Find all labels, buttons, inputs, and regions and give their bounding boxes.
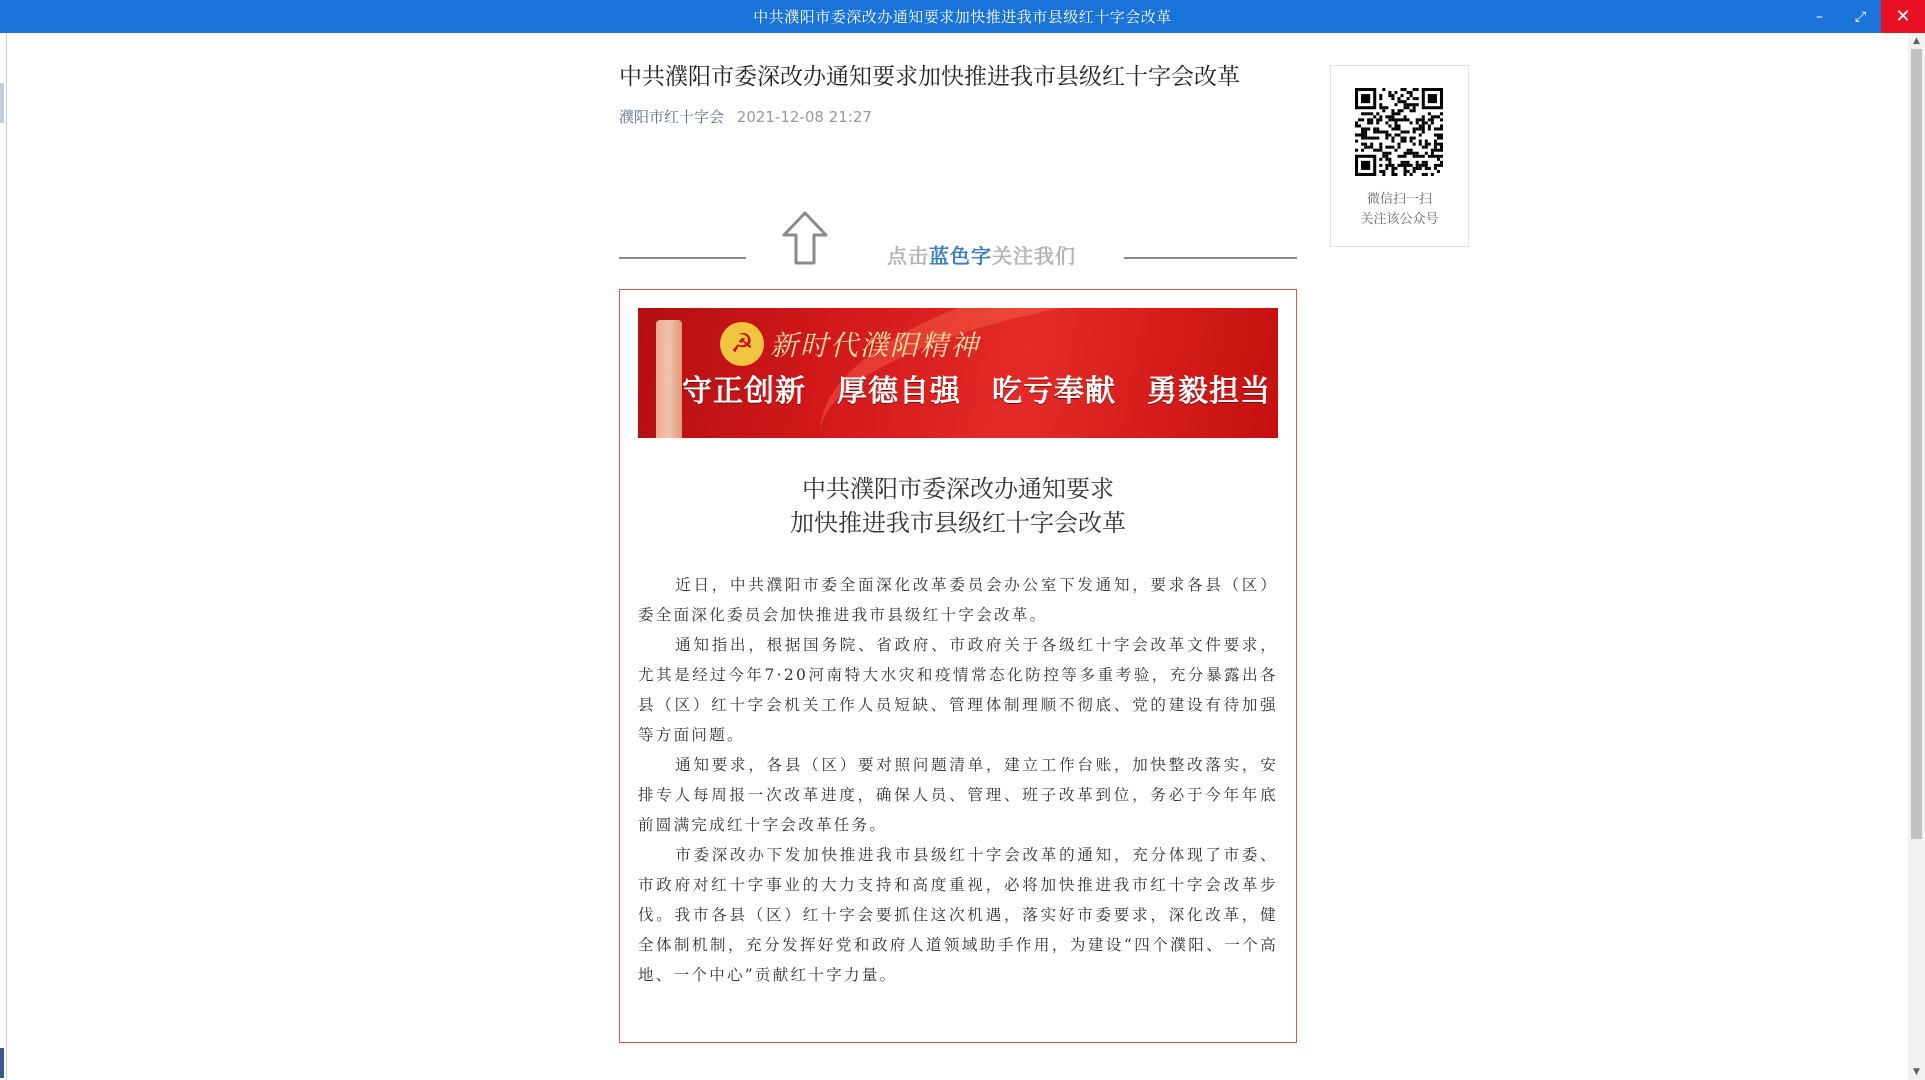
qr-code-icon — [1355, 88, 1443, 176]
divider-left — [619, 257, 746, 259]
article-card — [619, 289, 1297, 1043]
restore-button[interactable]: ⤢ — [1854, 8, 1867, 25]
banner-slogan: 守正创新 厚德自强 吃亏奉献 勇毅担当 — [682, 374, 1271, 409]
minimize-button[interactable]: – — [1816, 8, 1823, 25]
card-title — [620, 472, 1296, 540]
banner-subtitle: 新时代濮阳精神 — [770, 329, 981, 362]
scroll-thumb[interactable] — [1911, 49, 1922, 839]
article-body — [638, 570, 1278, 990]
window-controls — [1799, 0, 1925, 33]
spirit-banner — [638, 308, 1278, 438]
title-bar — [0, 0, 1925, 33]
qr-caption — [1331, 190, 1468, 230]
up-arrow-icon — [780, 210, 830, 266]
huabiao-pillar-icon — [656, 320, 682, 438]
close-button[interactable]: ✕ — [1881, 0, 1925, 33]
party-emblem-icon: ☭ — [720, 322, 764, 366]
publish-date: 2021-12-08 21:27 — [736, 108, 872, 126]
qr-caption-line2: 关注该公众号 — [1360, 212, 1439, 227]
qr-caption-line1: 微信扫一扫 — [1366, 192, 1432, 207]
follow-blue-text: 蓝色字 — [929, 244, 992, 268]
article-header — [619, 60, 1299, 127]
paragraph: 通知指出，根据国务院、省政府、市政府关于各级红十字会改革文件要求，尤其是经过今年7·20河南特大水灾和疫情常态化防控等多重考验，充分暴露出各县（区）红十字会机关工作人员短缺、管理体制理顺不彻底、党的建设有待加强等方面问题。 — [638, 636, 1278, 744]
window-title: 中共濮阳市委深改办通知要求加快推进我市县级红十字会改革 — [753, 8, 1172, 26]
vertical-scrollbar[interactable] — [1908, 33, 1925, 1080]
card-title-line1: 中共濮阳市委深改办通知要求 — [802, 475, 1114, 503]
article-title: 中共濮阳市委深改办通知要求加快推进我市县级红十字会改革 — [619, 64, 1240, 90]
follow-suffix: 关注我们 — [992, 244, 1076, 268]
paragraph: 通知要求，各县（区）要对照问题清单，建立工作台账，加快整改落实，安排专人每周报一次改革进度，确保人员、管理、班子改革到位，务必于今年年底前圆满完成红十字会改革任务。 — [638, 756, 1278, 834]
left-window-edge — [0, 33, 7, 1080]
account-name-link[interactable]: 濮阳市红十字会 — [619, 108, 725, 126]
paragraph: 近日，中共濮阳市委全面深化改革委员会办公室下发通知，要求各县（区）委全面深化委员会加快推进我市县级红十字会改革。 — [638, 576, 1278, 624]
card-title-line2: 加快推进我市县级红十字会改革 — [790, 509, 1126, 537]
scroll-down-arrow-icon[interactable]: ▼ — [1913, 1067, 1920, 1077]
qr-code-panel — [1330, 65, 1469, 247]
follow-us-banner — [619, 210, 1297, 270]
follow-us-text — [887, 240, 1076, 269]
follow-prefix: 点击 — [887, 244, 929, 268]
scroll-up-arrow-icon[interactable]: ▲ — [1913, 36, 1920, 46]
divider-right — [1124, 257, 1297, 259]
paragraph: 市委深改办下发加快推进我市县级红十字会改革的通知，充分体现了市委、市政府对红十字事业的大力支持和高度重视，必将加快推进我市红十字会改革步伐。我市各县（区）红十字会要抓住这次机遇，落实好市委要求，深化改革，健全体制机制，充分发挥好党和政府人道领域助手作用，为建设“四个濮阳、一个高地、一个中心”贡献红十字力量。 — [638, 846, 1278, 984]
article-meta — [619, 106, 1299, 127]
